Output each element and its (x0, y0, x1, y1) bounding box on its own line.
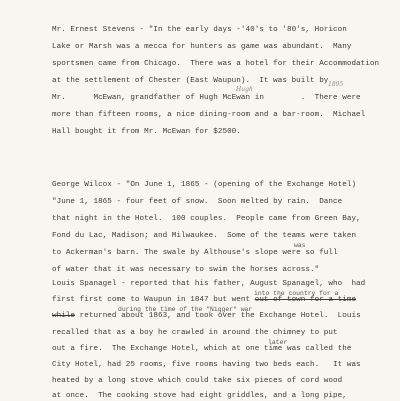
p1-line-6: more than fifteen rooms, a nice dining-room and a bar-room. Michael (52, 111, 366, 119)
p2-line-5: to Ackerman's barn. The swale by Althouse's slope were so full (52, 249, 338, 257)
p2-line-2: "June 1, 1865 - four feet of snow. Soon melted by rain. Dance (52, 198, 343, 206)
p3-line-8: at once. The cooking stove had eight griddles, and a long pipe, (52, 392, 347, 400)
p3-line-2-struck: out of town for a time (254, 296, 357, 304)
p3-line-6: City Hotel, had 25 rooms, five rooms having two beds each. It was (52, 361, 361, 369)
handwritten-note-year: 1895 (328, 81, 344, 88)
p3-line-3-struck: while (52, 312, 76, 320)
p1-line-1: Mr. Ernest Stevens - "In the early days -'40's to '80's, Horicon (52, 26, 347, 34)
p2-line-4: Fond du Lac, Madison; and Milwaukee. Some of the teams were taken (52, 232, 357, 240)
p3-line-4: recalled that as a boy he crawled in around the chimney to put (52, 329, 338, 337)
p3-line-3-text: returned about 1863, and took over the Exchange Hotel. Louis (75, 312, 361, 320)
handwritten-note-name: Hugh (236, 86, 253, 93)
p1-line-3: sportsmen came from Chicago. There was a hotel for their Accommodation (52, 60, 380, 68)
p2-line-3: that night in the Hotel. 100 couples. People came from Green Bay, (52, 215, 361, 223)
p3-line-7: heated by a long stove which could take six pieces of cord wood (52, 377, 343, 385)
p3-line-3 (52, 312, 361, 321)
p3-line-2-text: first first come to Waupun in 1847 but went (52, 296, 255, 304)
p3-insertion-3: later (268, 339, 288, 346)
p3-insertion-1: into the country for a (254, 290, 339, 297)
p2-insertion: was (294, 242, 306, 249)
p3-insertion-2: during the time of the "Nigger" war (118, 306, 253, 313)
p2-line-6: of water that it was necessary to swim the horses across." (52, 266, 320, 274)
p3-line-5: out a fire. The Exchange Hotel, which at one time was called the (52, 345, 352, 353)
p1-line-2: Lake or Marsh was a mecca for hunters as game was abundant. Many (52, 43, 352, 51)
p1-line-7: Hall bought it from Mr. McEwan for $2500. (52, 128, 241, 136)
p3-line-1: Louis Spanagel - reported that his father, August Spanagel, who had (52, 280, 366, 288)
p1-line-4: at the settlement of Chester (East Waupun). It was built by (52, 77, 329, 85)
p2-line-1: George Wilcox - "On June 1, 1865 - (opening of the Exchange Hotel) (52, 181, 357, 189)
p1-line-5: Mr. McEwan, grandfather of Hugh McEwan in . There were (52, 94, 361, 102)
p3-line-2 (52, 296, 356, 305)
